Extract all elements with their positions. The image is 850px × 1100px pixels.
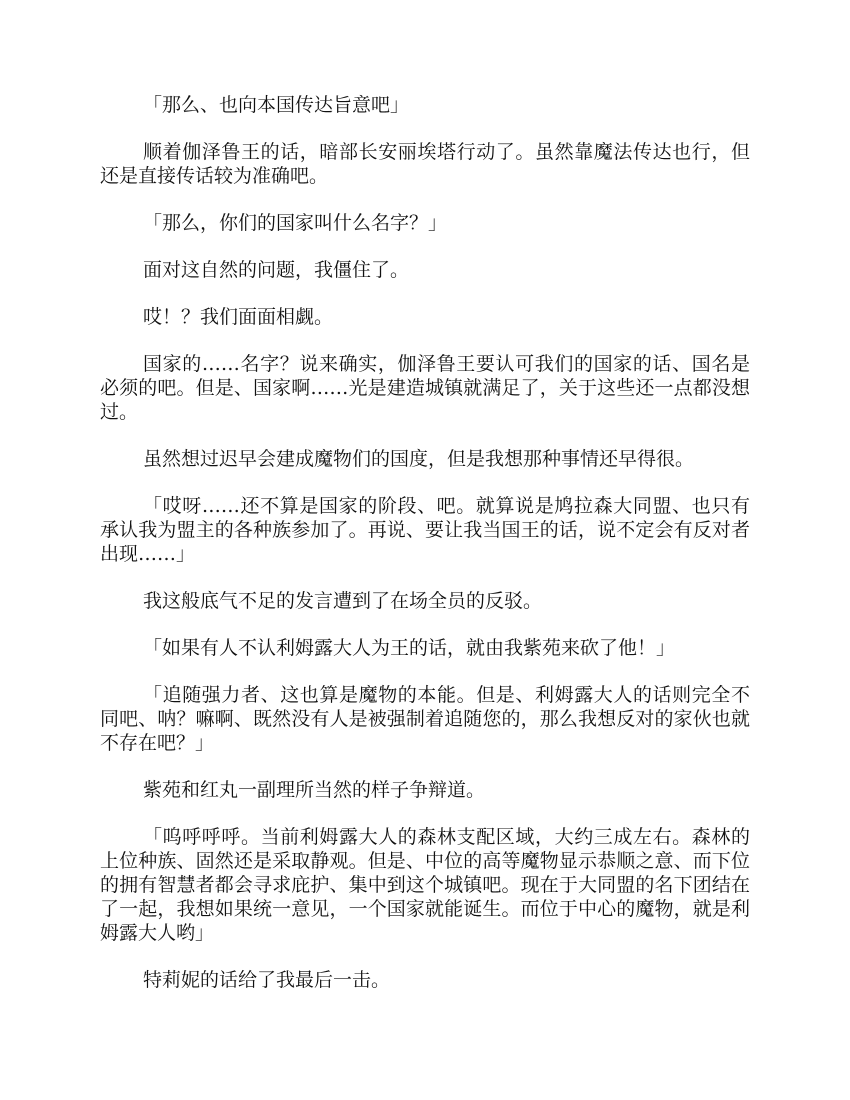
paragraph-10: 「如果有人不认利姆露大人为王的话，就由我紫苑来砍了他！」 — [143, 637, 676, 659]
paragraph-14: 特莉妮的话给了我最后一击。 — [143, 969, 391, 991]
paragraph-5: 哎！？我们面面相觑。 — [143, 306, 334, 328]
paragraph-11: 「追随强力者、这也算是魔物的本能。但是、利姆露大人的话则完全不同吧、呐？嘛啊、既然没有人是被强制着追随您的，那么我想反对的家伙也就不存在吧？」 — [100, 684, 750, 754]
paragraph-4: 面对这自然的问题，我僵住了。 — [143, 259, 410, 281]
paragraph-13: 「呜呼呼呼。当前利姆露大人的森林支配区域，大约三成左右。森林的上位种族、固然还是采取静观。但是、中位的高等魔物显示恭顺之意、而下位的拥有智慧者都会寻求庇护、集中到这个城镇吧。现在于大同盟的名下团结在了一起，我想如果统一意见，一个国家就能诞生。而位于中心的魔物，就是利姆露大人哟」 — [100, 826, 750, 944]
paragraph-2: 顺着伽泽鲁王的话，暗部长安丽埃塔行动了。虽然靠魔法传达也行，但还是直接传话较为准确吧。 — [100, 141, 750, 187]
paragraph-3: 「那么，你们的国家叫什么名字？」 — [143, 212, 448, 234]
paragraph-9: 我这般底气不足的发言遭到了在场全员的反驳。 — [143, 590, 543, 612]
paragraph-6: 国家的……名字？说来确实，伽泽鲁王要认可我们的国家的话、国名是必须的吧。但是、国家啊……光是建造城镇就满足了，关于这些还一点都没想过。 — [100, 353, 750, 423]
paragraph-8: 「哎呀……还不算是国家的阶段、吧。就算说是鸠拉森大同盟、也只有承认我为盟主的各种族参加了。再说、要让我当国王的话，说不定会有反对者出现……」 — [100, 495, 750, 565]
paragraph-7: 虽然想过迟早会建成魔物们的国度，但是我想那种事情还早得很。 — [143, 448, 695, 470]
paragraph-1: 「那么、也向本国传达旨意吧」 — [143, 94, 410, 116]
paragraph-12: 紫苑和红丸一副理所当然的样子争辩道。 — [143, 779, 486, 801]
